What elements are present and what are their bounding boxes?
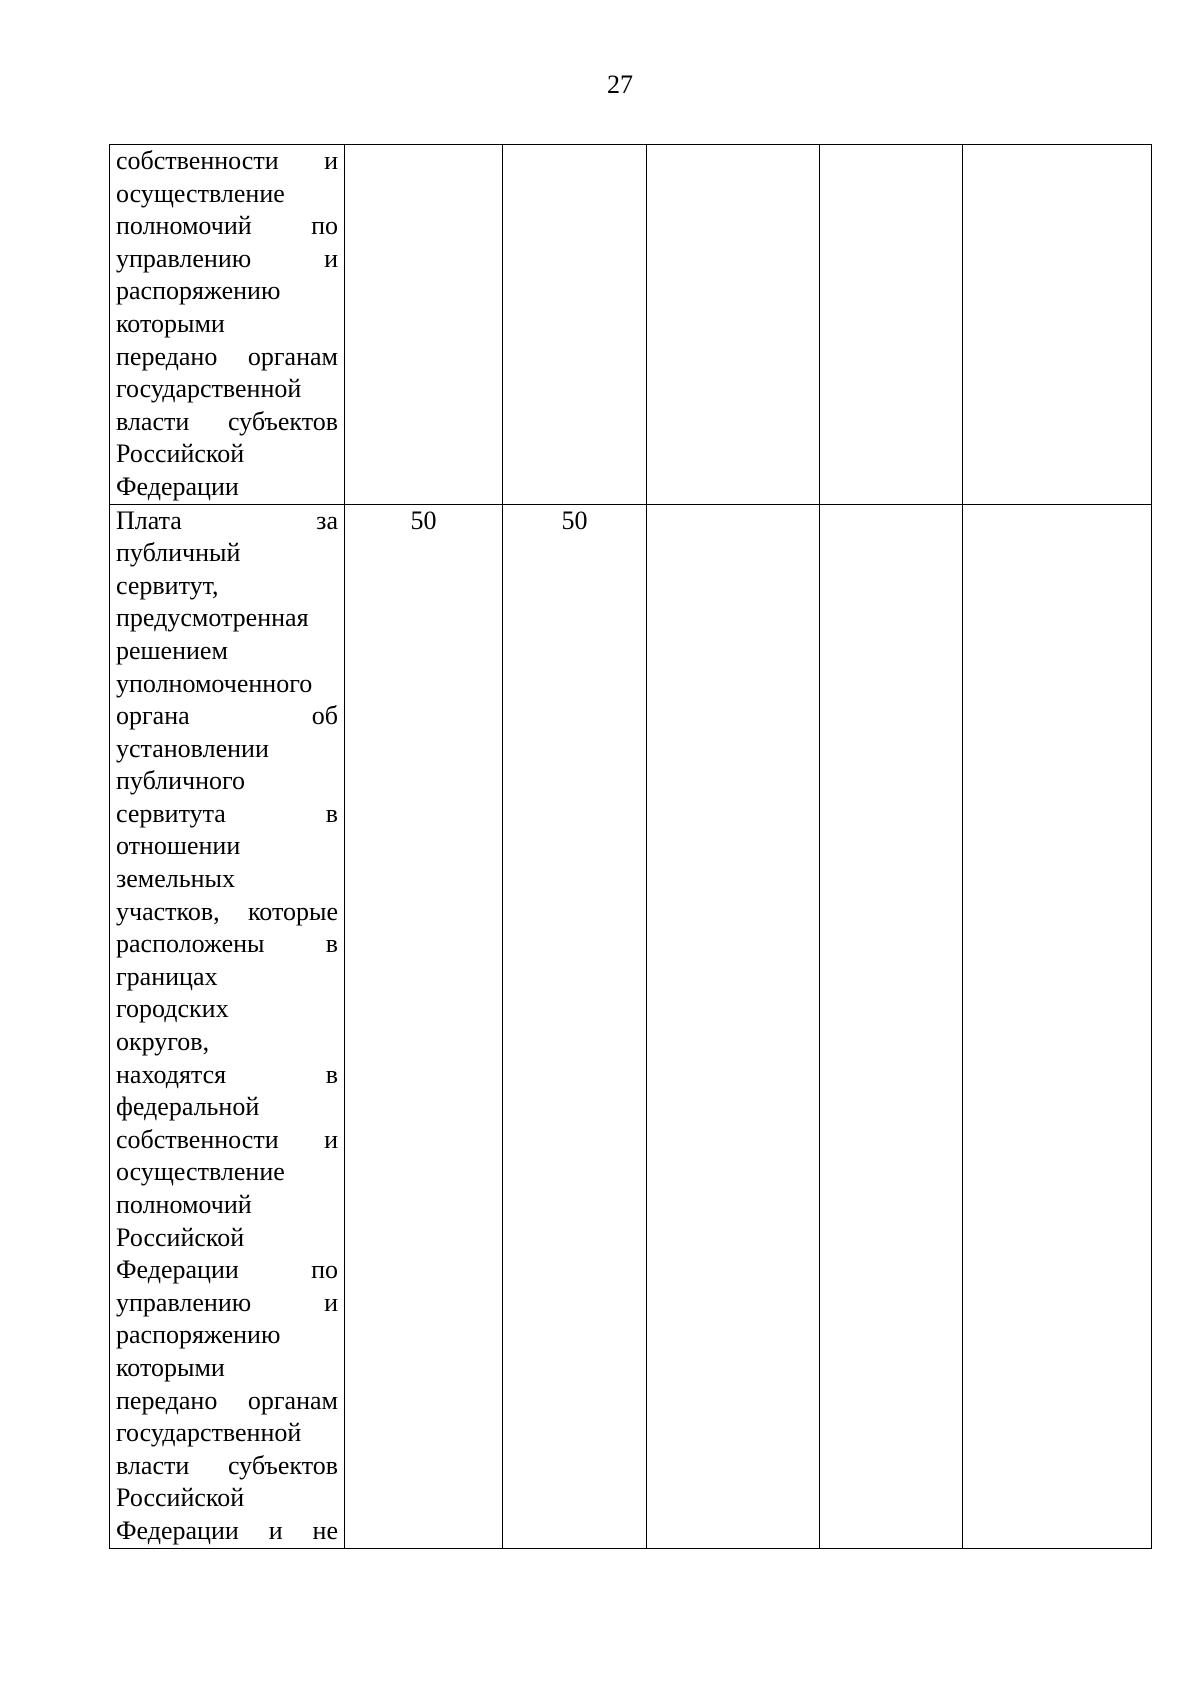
description-line: осуществление xyxy=(116,178,285,208)
description-line: власти субъектов xyxy=(116,406,338,436)
value-cell: 50 xyxy=(503,504,647,1548)
description-line: органа об xyxy=(116,701,338,731)
description-line: полномочий xyxy=(116,1190,252,1219)
description-line: которыми xyxy=(116,308,225,338)
value-cell xyxy=(647,504,820,1548)
description-line: полномочий по xyxy=(116,211,338,241)
description-line: Плата за xyxy=(116,505,338,535)
table-row xyxy=(110,145,1152,505)
description-line: государственной xyxy=(116,374,302,404)
value-cell xyxy=(345,145,503,505)
value-cell xyxy=(963,145,1152,505)
row-description-cell xyxy=(110,145,345,505)
description-line: государственной xyxy=(116,1418,302,1448)
description-line: расположены в xyxy=(116,929,338,959)
description-line: публичный xyxy=(116,538,241,568)
value-cell xyxy=(963,504,1152,1548)
description-line: участков, которые xyxy=(116,896,338,926)
description-line: Федерации xyxy=(116,471,239,501)
description-line: передано органам xyxy=(116,1385,338,1415)
description-line: власти субъектов xyxy=(116,1450,338,1480)
description-line: управлению и xyxy=(116,243,338,273)
description-line: передано органам xyxy=(116,341,338,371)
page-number: 27 xyxy=(607,70,633,99)
value-cell xyxy=(503,145,647,505)
value-cell xyxy=(647,145,820,505)
description-line: Российской xyxy=(116,1222,245,1252)
description-line: собственности и xyxy=(116,146,338,175)
description-line: отношении xyxy=(116,831,241,861)
description-line: которыми xyxy=(116,1352,225,1382)
description-line: уполномоченного xyxy=(116,668,313,698)
description-line: Российской xyxy=(116,439,245,469)
description-line: Российской xyxy=(116,1483,245,1513)
description-line: федеральной xyxy=(116,1092,260,1122)
table-body xyxy=(110,145,1152,1549)
description-line: управлению и xyxy=(116,1287,338,1317)
row-description-cell xyxy=(110,504,345,1548)
description-line: публичного xyxy=(116,766,246,796)
value-cell xyxy=(820,145,963,505)
description-line: земельных xyxy=(116,864,236,894)
description-line: собственности и xyxy=(116,1124,338,1154)
description-line: находятся в xyxy=(116,1059,338,1089)
value-cell xyxy=(820,504,963,1548)
description-line: Федерации по xyxy=(116,1255,338,1285)
description-line: установлении xyxy=(116,733,269,763)
description-line: распоряжению xyxy=(116,276,281,306)
description-line: городских xyxy=(116,994,229,1024)
description-line: сервитута в xyxy=(116,798,338,828)
description-line: границах xyxy=(116,961,218,991)
description-line: решением xyxy=(116,635,228,665)
budget-table xyxy=(109,144,1152,1549)
description-line: Федерации и не xyxy=(116,1515,338,1545)
description-line: округов, xyxy=(116,1027,210,1057)
table-row xyxy=(110,504,1152,1548)
description-line: осуществление xyxy=(116,1157,285,1187)
description-line: распоряжению xyxy=(116,1320,281,1350)
description-line: сервитут, xyxy=(116,570,219,600)
description-line: предусмотренная xyxy=(116,603,309,633)
value-cell: 50 xyxy=(345,504,503,1548)
